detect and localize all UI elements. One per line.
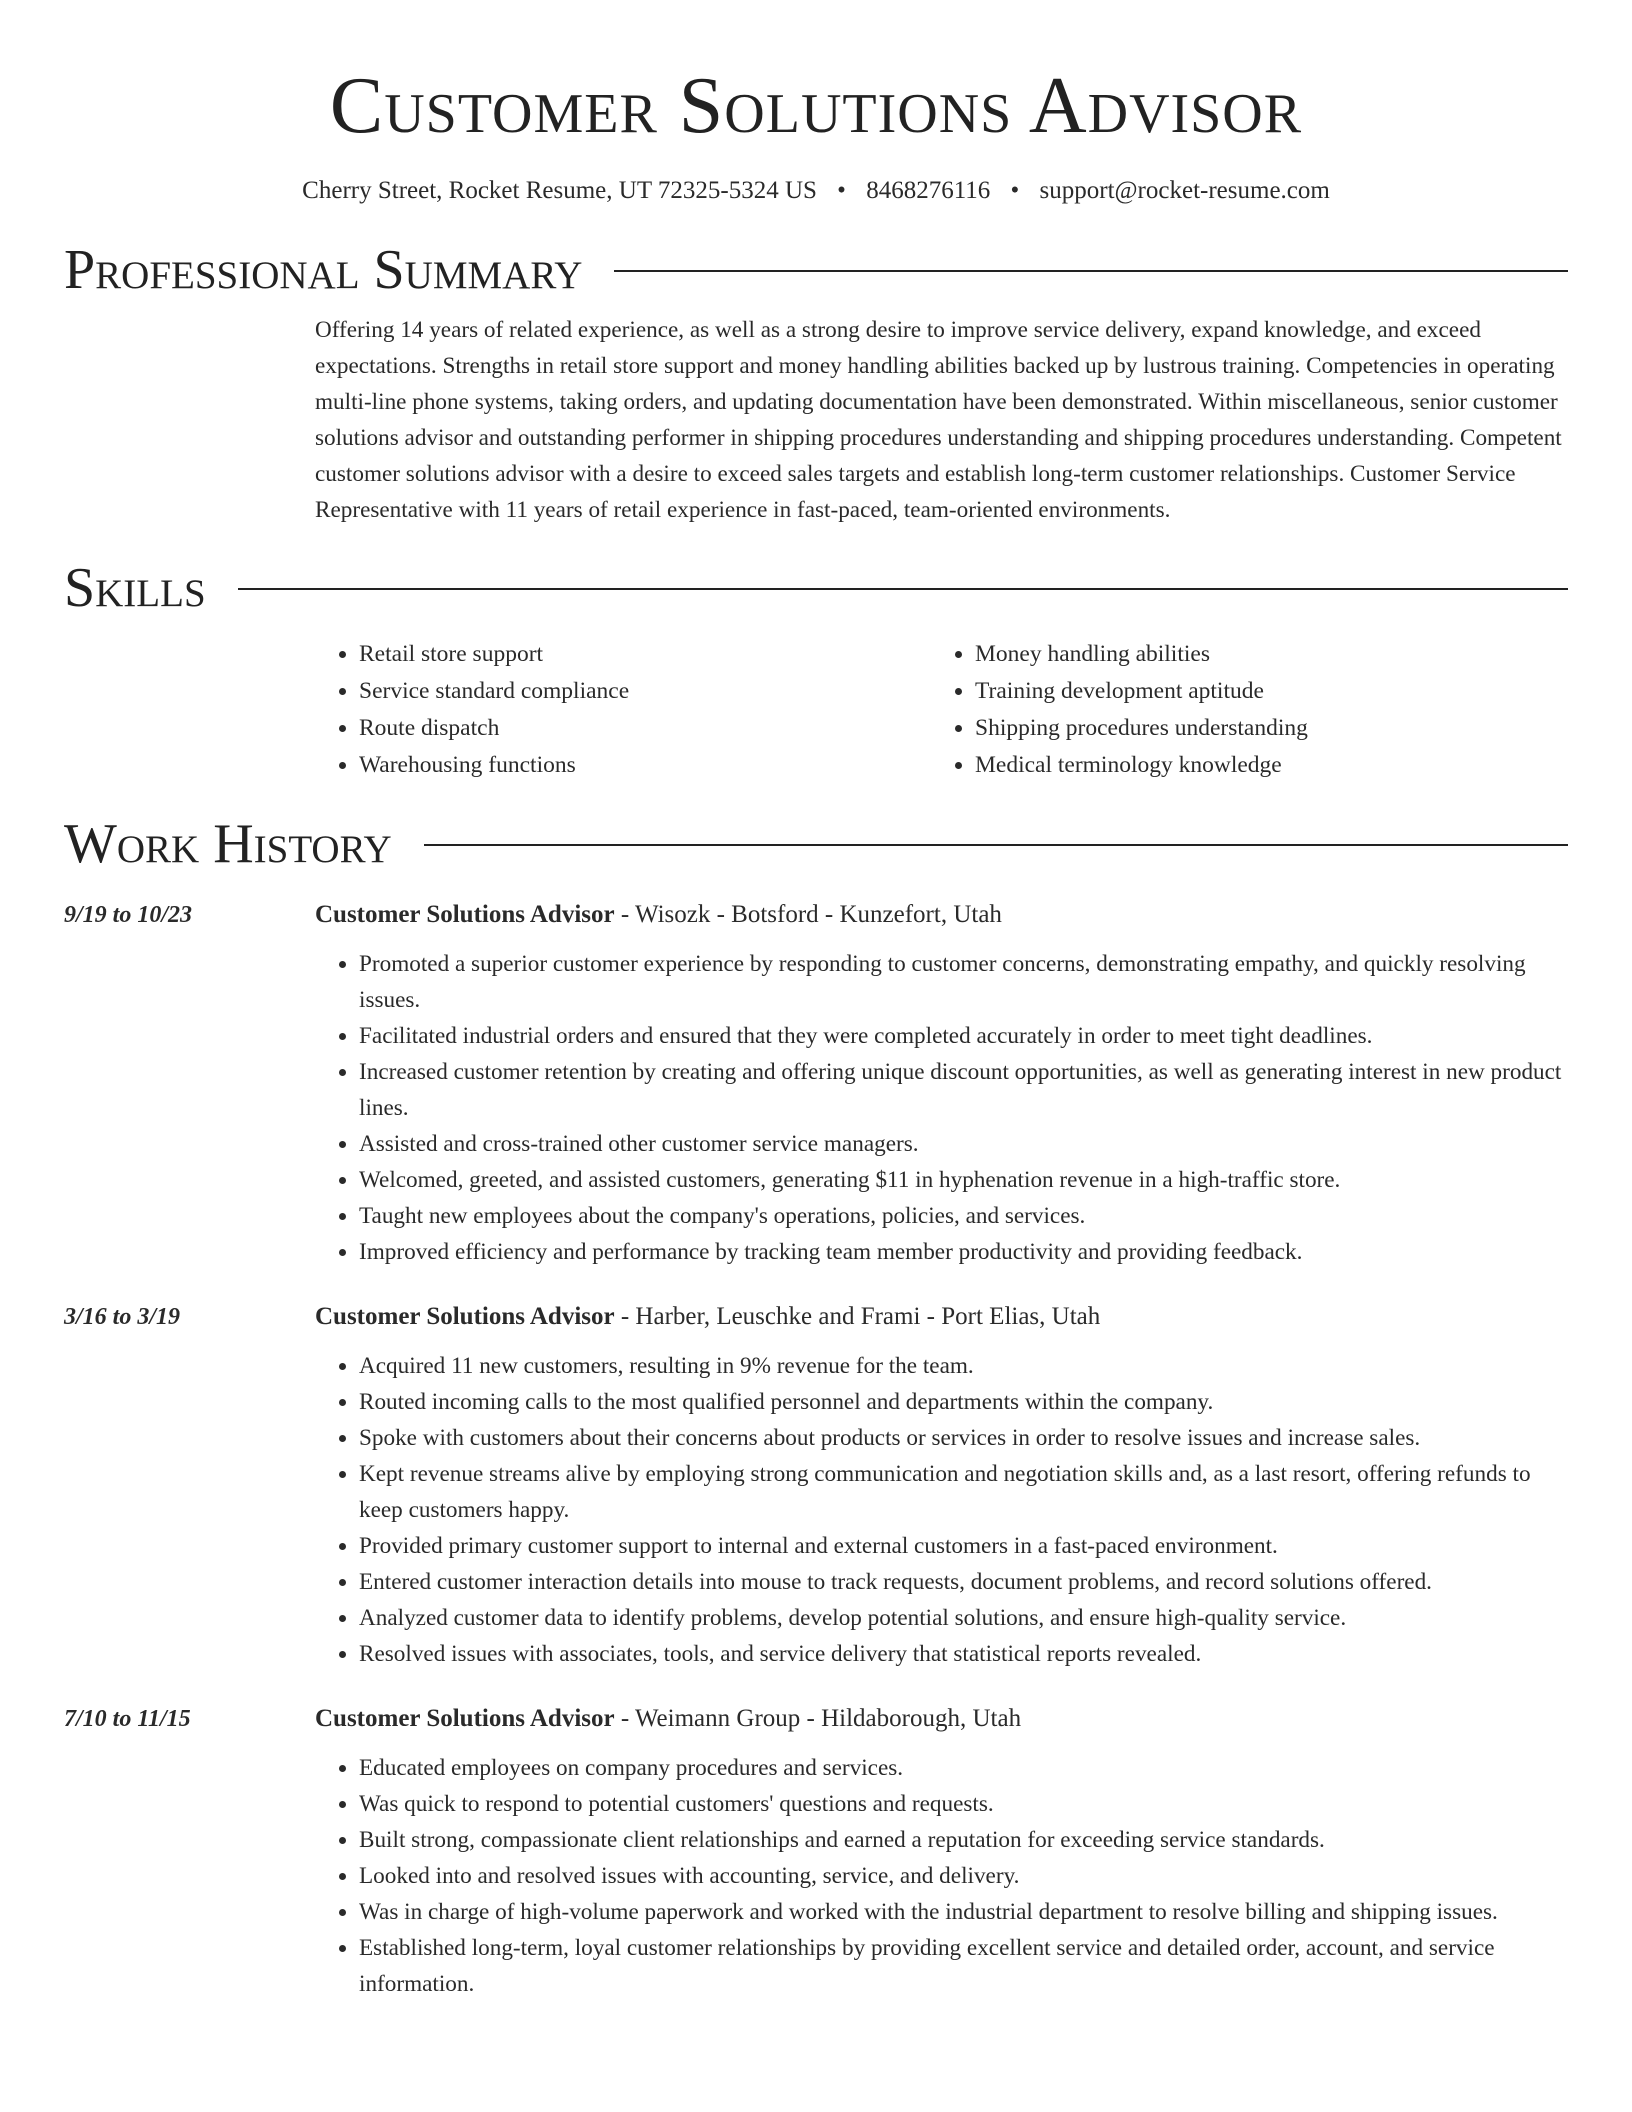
job-bullet: • Provided primary customer support to internal and external customers in a fast-paced environment. [359,1528,1568,1564]
job-dates: 7/10 to 11/15 [64,1706,191,1732]
job-bullet: • Acquired 11 new customers, resulting in 9% revenue for the team. [359,1348,1568,1384]
summary-heading: Professional Summary [64,239,583,301]
work-heading: Work History [64,813,392,875]
job-bullet: • Assisted and cross-trained other customer service managers. [359,1126,1568,1162]
job-bullet: • Taught new employees about the company's operations, policies, and services. [359,1198,1568,1234]
contact-phone: 8468276116 [866,177,991,204]
skill-item: • Medical terminology knowledge [975,747,1555,784]
contact-email: support@rocket-resume.com [1039,177,1330,204]
skills-heading: Skills [64,557,206,619]
skills-list [315,636,1568,784]
skill-item: • Warehousing functions [359,747,931,784]
skills-column-right [931,636,1555,784]
job-bullet: • Entered customer interaction details into mouse to track requests, document problems, and record solutions offered. [359,1564,1568,1600]
job-dates: 9/19 to 10/23 [64,902,193,928]
job-bullet: • Was quick to respond to potential customers' questions and requests. [359,1786,1568,1822]
job-header [315,1300,1568,1334]
section-divider [424,844,1568,846]
skill-item: • Service standard compliance [359,673,931,710]
job-bullet: • Facilitated industrial orders and ensured that they were completed accurately in order to meet tight deadlines. [359,1018,1568,1054]
job-bullet: • Promoted a superior customer experience by responding to customer concerns, demonstrating empathy, and quickly resolving issues. [359,946,1568,1018]
work-section-header [64,812,1568,876]
skills-column-left [315,636,931,784]
section-divider [238,588,1568,590]
job-bullet: • Welcomed, greeted, and assisted customers, generating $11 in hyphenation revenue in a high-traffic store. [359,1162,1568,1198]
contact-address: Cherry Street, Rocket Resume, UT 72325-5324 US [302,177,817,204]
skill-item: • Retail store support [359,636,931,673]
job-employer: - Harber, Leuschke and Frami - Port Elias, Utah [614,1303,1101,1330]
contact-separator: • [837,177,846,204]
skill-item: • Route dispatch [359,710,931,747]
job-employer: - Wisozk - Botsford - Kunzefort, Utah [614,901,1002,928]
skills-section-header [64,556,1568,620]
job-header [315,1702,1568,1736]
job-bullet: • Kept revenue streams alive by employing strong communication and negotiation skills and, as a last resort, offering refunds to keep customers happy. [359,1456,1568,1528]
job-bullet: • Educated employees on company procedures and services. [359,1750,1568,1786]
job-role: Customer Solutions Advisor [315,1303,615,1330]
job-bullet: • Spoke with customers about their concerns about products or services in order to resolve issues and increase sales. [359,1420,1568,1456]
job-entry [64,1702,1568,2002]
job-role: Customer Solutions Advisor [315,1705,615,1732]
job-bullet: • Improved efficiency and performance by tracking team member productivity and providing feedback. [359,1234,1568,1270]
job-entry [64,898,1568,1270]
skill-item: • Training development aptitude [975,673,1555,710]
skill-item: • Shipping procedures understanding [975,710,1555,747]
job-bullet: • Looked into and resolved issues with accounting, service, and delivery. [359,1858,1568,1894]
job-employer: - Weimann Group - Hildaborough, Utah [614,1705,1022,1732]
job-bullet: • Built strong, compassionate client relationships and earned a reputation for exceeding service standards. [359,1822,1568,1858]
job-bullets [315,1348,1568,1672]
summary-section-header [64,238,1568,302]
job-bullet: • Routed incoming calls to the most qualified personnel and departments within the company. [359,1384,1568,1420]
resume-page [64,0,1568,2002]
job-entry [64,1300,1568,1672]
job-bullet: • Increased customer retention by creating and offering unique discount opportunities, as well as generating interest in new product lines. [359,1054,1568,1126]
summary-text: Offering 14 years of related experience, as well as a strong desire to improve service delivery, expand knowledge, and exceed expectations. Strengths in retail store support and money handling abilities backed up by lustrous training. Competencies in operating multi-line phone systems, taking orders, and updating documentation have been demonstrated. Within miscellaneous, senior customer solutions advisor and outstanding performer in shipping procedures understanding and shipping procedures understanding. Competent customer solutions advisor with a desire to exceed sales targets and establish long-term customer relationships. Customer Service Representative with 11 years of retail experience in fast-paced, team-oriented environments. [315,317,1562,523]
job-dates: 3/16 to 3/19 [64,1304,181,1330]
job-bullet: • Was in charge of high-volume paperwork and worked with the industrial department to resolve billing and shipping issues. [359,1894,1568,1930]
job-bullets [315,946,1568,1270]
skill-item: • Money handling abilities [975,636,1555,673]
section-divider [614,270,1568,272]
job-bullet: • Established long-term, loyal customer relationships by providing excellent service and detailed order, account, and service information. [359,1930,1568,2002]
job-bullet: • Resolved issues with associates, tools, and service delivery that statistical reports revealed. [359,1636,1568,1672]
job-bullet: • Analyzed customer data to identify problems, develop potential solutions, and ensure high-quality service. [359,1600,1568,1636]
contact-separator: • [1010,177,1020,204]
resume-title: Customer Solutions Advisor [329,62,1303,150]
job-role: Customer Solutions Advisor [315,901,615,928]
contact-line [64,174,1568,208]
job-bullets [315,1750,1568,2002]
job-header [315,898,1568,932]
